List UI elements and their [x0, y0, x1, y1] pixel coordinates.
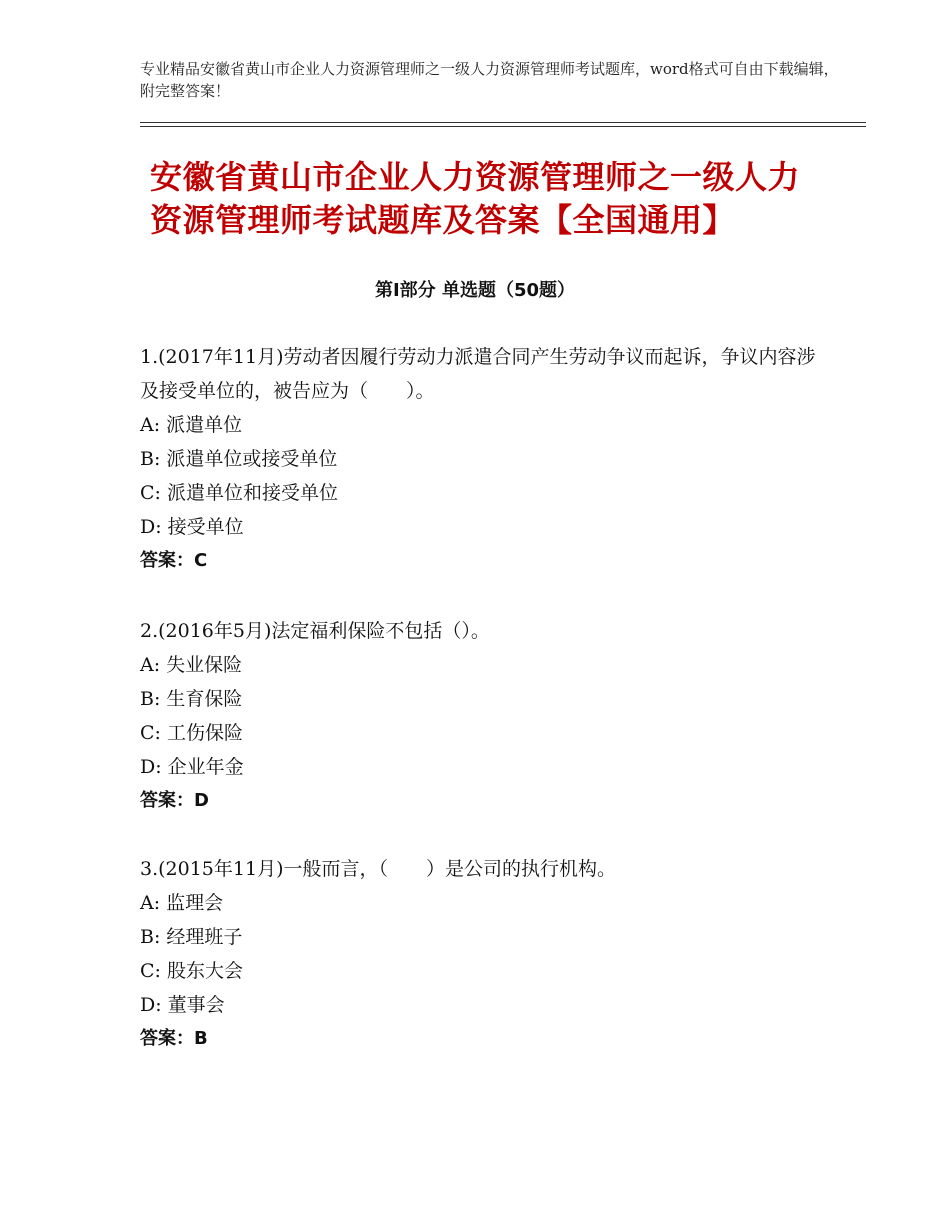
- answer-label: 答案：D: [140, 790, 209, 811]
- answer-label: 答案：C: [140, 550, 208, 571]
- option-b: B: 生育保险: [140, 688, 243, 710]
- option-b: B: 派遣单位或接受单位: [140, 448, 338, 470]
- option-a: A: 派遣单位: [140, 414, 243, 436]
- question-stem: 2.(2016年5月)法定福利保险不包括（）。: [140, 620, 490, 642]
- question-stem: 3.(2015年11月)一般而言，（ ）是公司的执行机构。: [140, 858, 616, 880]
- question-block: [140, 340, 830, 578]
- option-d: D: 董事会: [140, 994, 225, 1016]
- option-a: A: 监理会: [140, 892, 224, 914]
- question-stem: 1.(2017年11月)劳动者因履行劳动力派遣合同产生劳动争议而起诉，争议内容涉及接受单位的，被告应为（ ）。: [140, 346, 816, 402]
- question-block: [140, 852, 830, 1056]
- option-c: C: 派遣单位和接受单位: [140, 482, 338, 504]
- header-note: 专业精品安徽省黄山市企业人力资源管理师之一级人力资源管理师考试题库，word格式可自由下载编辑，附完整答案！: [140, 60, 839, 100]
- option-c: C: 工伤保险: [140, 722, 243, 744]
- option-a: A: 失业保险: [140, 654, 243, 676]
- question-block: [140, 614, 830, 818]
- answer-label: 答案：B: [140, 1028, 208, 1049]
- section-heading: 第Ⅰ部分 单选题（50题）: [374, 280, 575, 301]
- header-divider-top: [140, 122, 866, 123]
- option-d: D: 接受单位: [140, 516, 244, 538]
- option-d: D: 企业年金: [140, 756, 244, 778]
- option-c: C: 股东大会: [140, 960, 243, 982]
- option-b: B: 经理班子: [140, 926, 243, 948]
- document-title: 安徽省黄山市企业人力资源管理师之一级人力资源管理师考试题库及答案【全国通用】: [150, 158, 801, 239]
- header-divider-bottom: [140, 126, 866, 127]
